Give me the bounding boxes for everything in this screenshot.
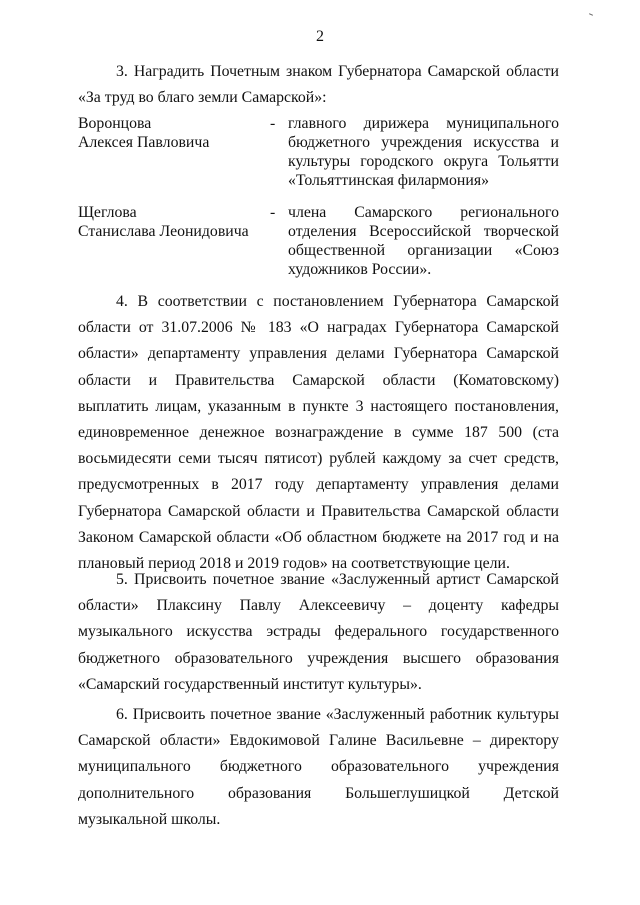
awardee-given-name: Алексея Павловича — [78, 134, 210, 151]
awardee-given-name: Станислава Леонидовича — [78, 223, 249, 240]
awardee-dash: - — [270, 204, 276, 221]
awardee-name — [78, 203, 258, 241]
paragraph-3: 3. Наградить Почетным знаком Губернатора Самарской области «За труд во благо земли Самарской»: — [78, 63, 559, 107]
awardee-description: главного дирижера муниципального бюджетного учреждения искусства и культуры городского округа Тольятти «Тольяттинская филармония» — [288, 115, 559, 189]
scan-mark — [589, 13, 593, 16]
awardee-dash: - — [270, 115, 276, 132]
page-number: 2 — [316, 28, 324, 45]
paragraph-6: 6. Присвоить почетное звание «Заслуженный работник культуры Самарской области» Евдокимовой Галине Васильевне – директору муниципального бюджетного образовательного учреждения дополнительного образования Большеглушицкой Детской музыкальной школы. — [78, 706, 559, 828]
awardee-surname: Воронцова — [78, 115, 152, 132]
awardee-surname: Щеглова — [78, 204, 137, 221]
paragraph-5: 5. Присвоить почетное звание «Заслуженный артист Самарской области» Плаксину Павлу Алексеевичу – доценту кафедры музыкального искусства эстрады федерального государственного бюджетного образовательного учреждения высшего образования «Самарский государственный институт культуры». — [78, 571, 559, 693]
awardee-name — [78, 114, 258, 152]
awardee-description: члена Самарского регионального отделения Всероссийской творческой общественной организации «Союз художников России». — [288, 204, 559, 278]
paragraph-4: 4. В соответствии с постановлением Губернатора Самарской области от 31.07.2006 № 183 «О наградах Губернатора Самарской области» департаменту управления делами Губернатора Самарской области и Правительства Самарской области (Коматовскому) выплатить лицам, указанным в пункте 3 настоящего постановления, единовременное денежное вознаграждение в сумме 187 500 (ста восьмидесяти семи тысяч пятисот) рублей каждому за счет средств, предусмотренных в 2017 году департаменту управления делами Губернатора Самарской области и Правительства Самарской области Законом Самарской области «Об областном бюджете на 2017 год и на плановый период 2018 и 2019 годов» на соответствующие цели. — [78, 293, 559, 573]
